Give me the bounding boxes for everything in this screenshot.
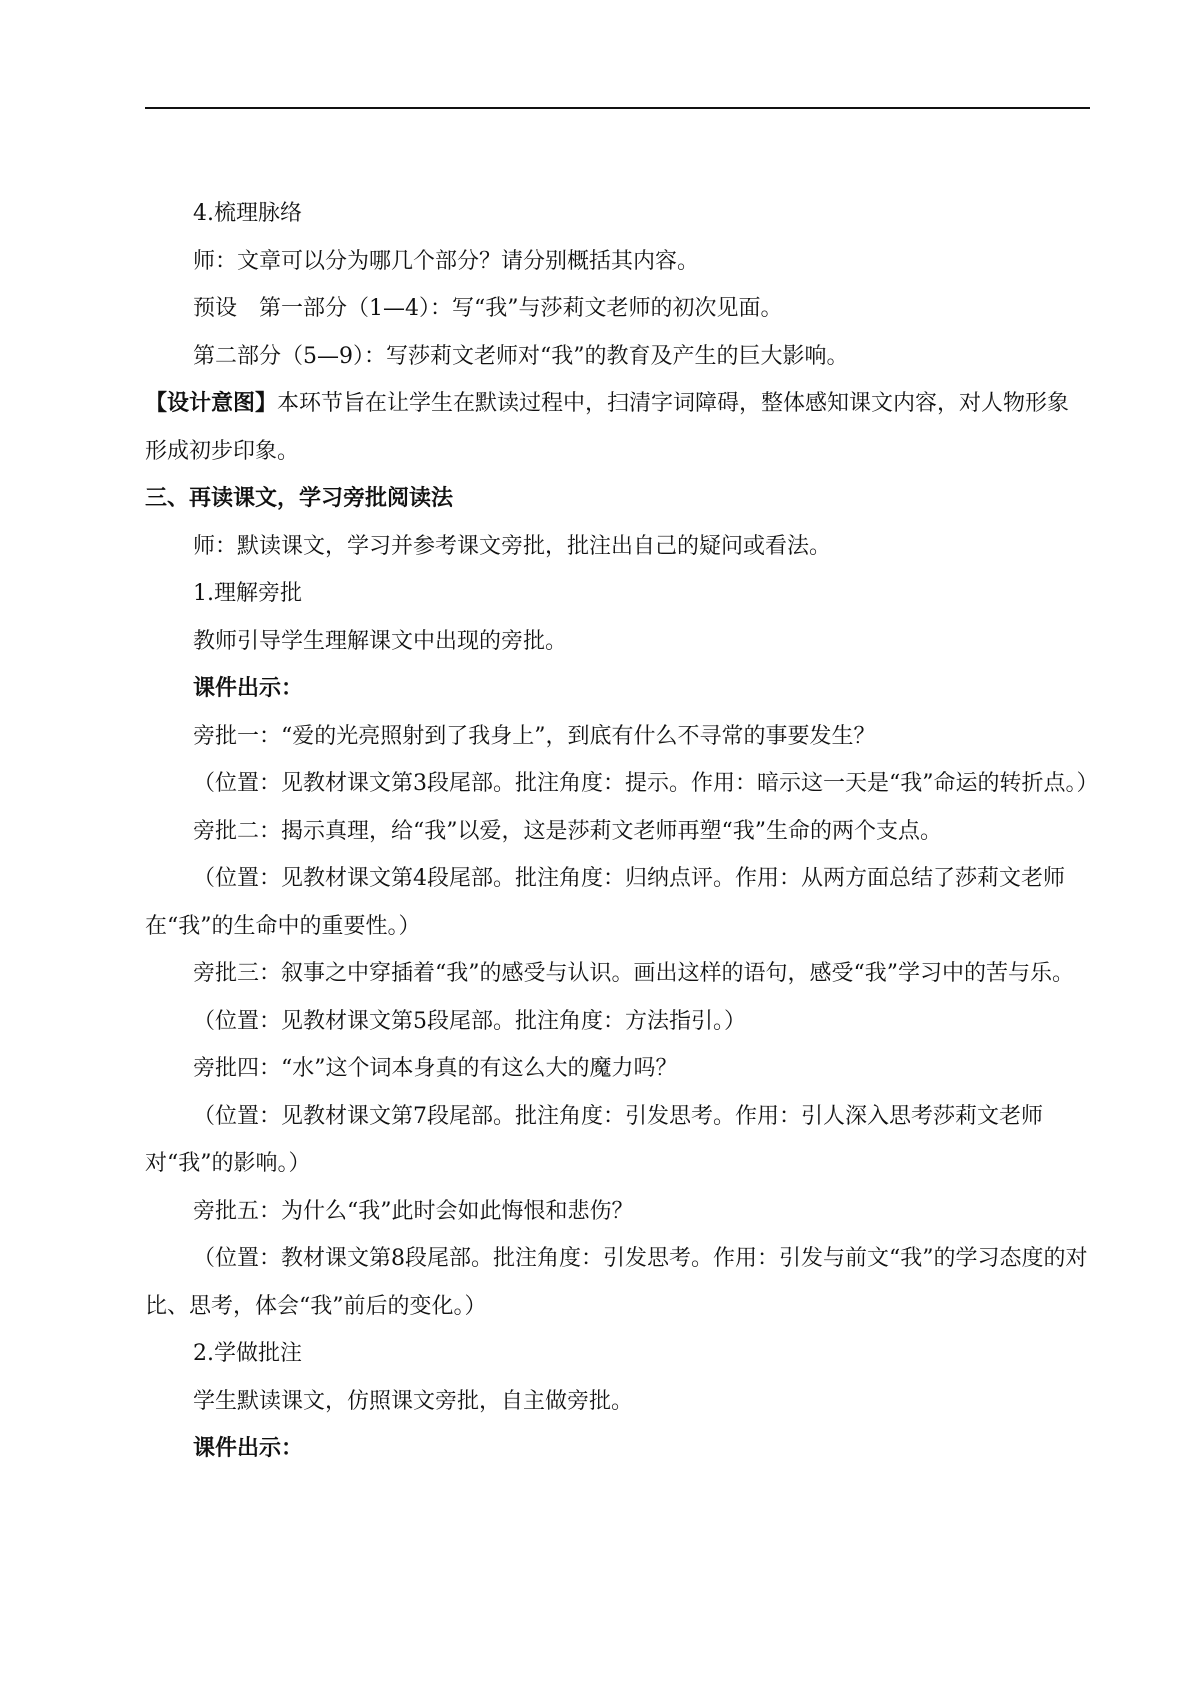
- step-heading-make-annotations: 2.学做批注: [193, 1341, 302, 1366]
- section-heading-reread: 三、再读课文，学习旁批阅读法: [145, 485, 454, 511]
- student-activity: 学生默读课文，仿照课文旁批，自主做旁批。: [193, 1388, 634, 1414]
- step-heading-understand-annotations: 1.理解旁批: [193, 581, 302, 606]
- document-body: [145, 190, 1099, 1473]
- teacher-guidance: 教师引导学生理解课文中出现的旁批。: [193, 628, 568, 654]
- courseware-label-2: 课件出示：: [193, 1435, 304, 1461]
- step-heading-sort-structure: 4.梳理脉络: [193, 201, 302, 226]
- annotation-five: 旁批五：为什么“我”此时会如此悔恨和悲伤？: [193, 1198, 634, 1224]
- annotation-two-note: （位置：见教材课文第4段尾部。批注角度：归纳点评。作用：从两方面总结了莎莉文老师在“我”的生命中的重要性。）: [145, 866, 1065, 939]
- design-intent-paragraph: [145, 380, 1090, 475]
- annotation-two: 旁批二：揭示真理，给“我”以爱，这是莎莉文老师再塑“我”生命的两个支点。: [193, 818, 942, 844]
- annotation-one-note: （位置：见教材课文第3段尾部。批注角度：提示。作用：暗示这一天是“我”命运的转折点。）: [193, 771, 1099, 796]
- annotation-four-note: （位置：见教材课文第7段尾部。批注角度：引发思考。作用：引人深入思考莎莉文老师对“我”的影响。）: [145, 1103, 1043, 1176]
- teacher-instruction: 师：默读课文，学习并参考课文旁批，批注出自己的疑问或看法。: [193, 533, 832, 559]
- annotation-four: 旁批四：“水”这个词本身真的有这么大的魔力吗？: [193, 1056, 678, 1081]
- design-intent-label: 【设计意图】: [145, 390, 278, 416]
- preset-part-one: 预设 第一部分（1—4）：写“我”与莎莉文老师的初次见面。: [193, 296, 783, 321]
- courseware-label: 课件出示：: [193, 675, 304, 701]
- annotation-three: 旁批三：叙事之中穿插着“我”的感受与认识。画出这样的语句，感受“我”学习中的苦与乐。: [193, 961, 1074, 986]
- annotation-three-note: （位置：见教材课文第5段尾部。批注角度：方法指引。）: [193, 1008, 746, 1034]
- annotation-one: 旁批一：“爱的光亮照射到了我身上”，到底有什么不寻常的事要发生？: [193, 723, 876, 749]
- header-rule: [145, 107, 1090, 109]
- annotation-five-note: （位置：教材课文第8段尾部。批注角度：引发思考。作用：引发与前文“我”的学习态度的对比、思考，体会“我”前后的变化。）: [145, 1246, 1088, 1319]
- design-intent-body: 本环节旨在让学生在默读过程中，扫清字词障碍，整体感知课文内容，对人物形象形成初步印象。: [145, 391, 1070, 464]
- preset-part-two: 第二部分（5—9）：写莎莉文老师对“我”的教育及产生的巨大影响。: [193, 343, 849, 369]
- teacher-question: 师：文章可以分为哪几个部分？请分别概括其内容。: [193, 248, 700, 274]
